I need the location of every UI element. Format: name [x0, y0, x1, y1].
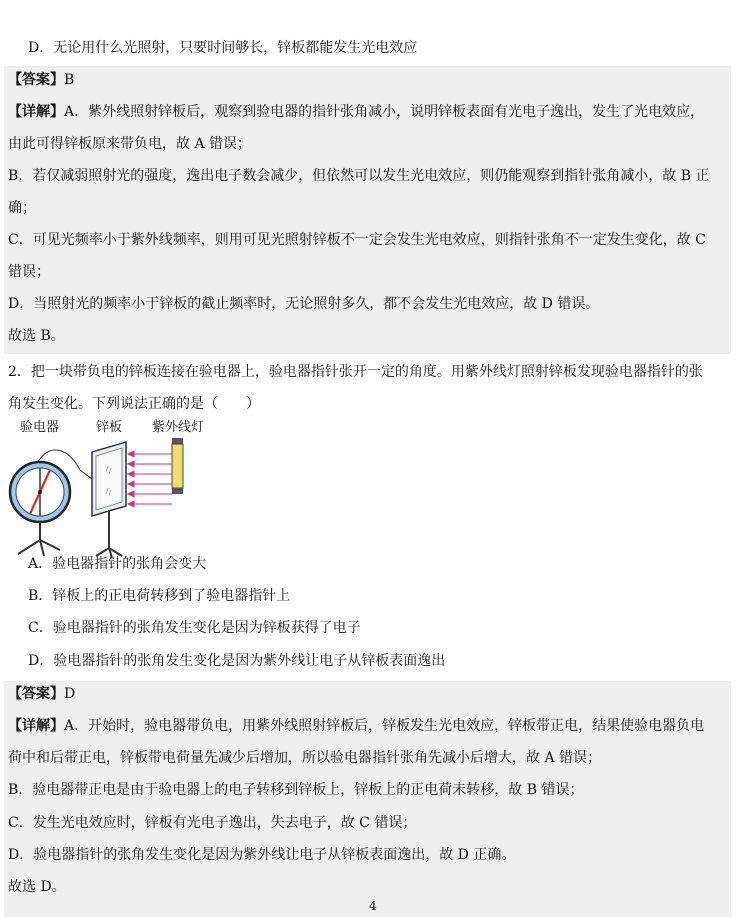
uv-lamp-label: 紫外线灯 [152, 420, 205, 435]
q2-option-a: A．验电器指针的张角会变大 [28, 556, 207, 572]
q2-option-d: D．验电器指针的张角发生变化是因为紫外线让电子从锌板表面逸出 [28, 653, 446, 669]
q2-explanation-line [0, 716, 744, 736]
answer-label: 【答案】 [8, 686, 64, 702]
q1-explanation-line: C．可见光频率小于紫外线频率，则用可见光照射锌板不一定会发生光电效应，则指针张角不一定发生变化，故 C [8, 232, 706, 248]
q2-explanation-line: 荷中和后带正电，锌板带电荷量先减少后增加，所以验电器指针张角先减小后增大，故 A 错误； [8, 750, 602, 766]
q2-stem-line: 2．把一块带负电的锌板连接在验电器上，验电器指针张开一定的角度。用紫外线灯照射锌板发现验电器指针的张 [8, 364, 703, 380]
electroscope-label: 验电器 [20, 420, 60, 435]
uv-rays [128, 451, 172, 507]
answer-value: D [64, 686, 76, 702]
electroscope-zinc-uv-diagram [8, 430, 208, 562]
q1-explanation-line: 故选 B。 [8, 328, 65, 344]
q1-option-d: D．无论用什么光照射，只要时间够长，锌板都能发生光电效应 [28, 40, 418, 56]
q1-answer [0, 70, 744, 90]
q2-stem-line: 角发生变化。下列说法正确的是（ ） [8, 396, 260, 412]
q2-explanation-line: 故选 D。 [8, 879, 66, 895]
q1-explanation-line: D．当照射光的频率小于锌板的截止频率时，无论照射多久，都不会发生光电效应，故 D 错误。 [8, 296, 600, 312]
q1-explanation-line: 确； [8, 200, 36, 216]
zinc-plate [92, 442, 126, 558]
explanation-text: A．开始时，验电器带负电，用紫外线照射锌板后，锌板发生光电效应，锌板带正电，结果使验电器负电 [64, 718, 705, 734]
electroscope [10, 462, 70, 556]
q1-explanation-line [0, 102, 744, 122]
answer-value: B [64, 72, 75, 88]
uv-lamp [172, 438, 183, 494]
explanation-label: 【详解】 [8, 104, 64, 120]
explanation-label: 【详解】 [8, 718, 64, 734]
q1-explanation-line: 由此可得锌板原来带负电，故 A 错误； [8, 136, 252, 152]
q1-explanation-line: 错误； [8, 264, 50, 280]
q2-option-c: C．验电器指针的张角发生变化是因为锌板获得了电子 [28, 620, 361, 636]
page-number: 4 [369, 899, 377, 913]
answer-label: 【答案】 [8, 72, 64, 88]
q2-explanation-line: C．发生光电效应时，锌板有光电子逸出，失去电子，故 C 错误； [8, 815, 417, 831]
q2-answer [0, 684, 744, 704]
q1-explanation-line: B．若仅减弱照射光的强度，逸出电子数会减少，但依然可以发生光电效应，则仍能观察到指针张角减小，故 B 正 [8, 168, 710, 184]
zinc-plate-label: 锌板 [96, 420, 123, 435]
q2-explanation-line: D．验电器指针的张角发生变化是因为紫外线让电子从锌板表面逸出，故 D 正确。 [8, 847, 516, 863]
q2-option-b: B．锌板上的正电荷转移到了验电器指针上 [28, 588, 291, 604]
explanation-text: A．紫外线照射锌板后，观察到验电器的指针张角减小，说明锌板表面有光电子逸出，发生了光电效应， [64, 104, 705, 120]
q2-explanation-line: B．验电器带正电是由于验电器上的电子转移到锌板上，锌板上的正电荷未转移，故 B 错误； [8, 782, 584, 798]
